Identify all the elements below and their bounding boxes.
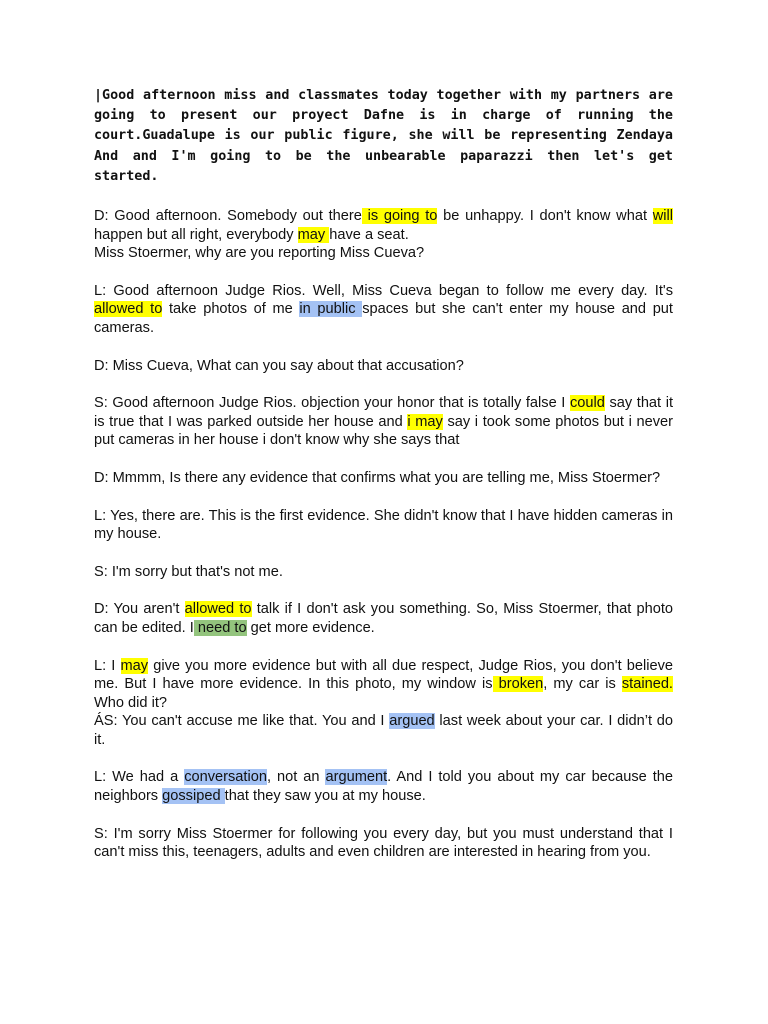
text-segment: L: Yes, there are. This is the first evidence. She didn't know that I have hidden cameras in my house. xyxy=(94,507,673,543)
dialogue-paragraph xyxy=(94,507,673,544)
dialogue-paragraph xyxy=(94,563,673,582)
dialogue-line xyxy=(94,282,673,338)
highlighted-phrase: gossiped xyxy=(162,788,225,805)
dialogue-line xyxy=(94,469,673,488)
text-segment: D: Mmmm, Is there any evidence that confirms what you are telling me, Miss Stoermer? xyxy=(94,469,661,486)
text-segment: L: I xyxy=(94,657,121,674)
highlighted-phrase: allowed to xyxy=(94,301,163,318)
highlighted-phrase: conversation xyxy=(184,769,267,786)
dialogue-line xyxy=(94,207,673,244)
dialogue-line xyxy=(94,768,673,805)
text-segment: L: Good afternoon Judge Rios. Well, Miss Cueva began to follow me every day. It's xyxy=(94,282,673,299)
text-segment: have a seat. xyxy=(329,226,409,243)
text-segment: give you more evidence but with all due respect, Judge Rios, you don't believe me. But I have more evidence. In this photo, my window is xyxy=(94,657,673,693)
text-segment: ÁS: You can't accuse me like that. You and I xyxy=(94,713,390,730)
text-segment: D: Miss Cueva, What can you say about that accusation? xyxy=(94,357,464,374)
highlighted-phrase: is going to xyxy=(361,208,438,225)
highlighted-phrase: may xyxy=(120,657,149,674)
dialogue-paragraph xyxy=(94,394,673,450)
dialogue-body xyxy=(94,207,673,862)
intro-paragraph: |Good afternoon miss and classmates today together with my partners are going to present our proyect Dafne is in charge of running the court.Guadalupe is our public figure, she will be representing Zendaya And and I'm going to be the unbearable paparazzi then let's get started. xyxy=(94,88,673,184)
text-segment: . And I told you about my car because the neighbors xyxy=(94,769,674,805)
text-segment: happen but all right, everybody xyxy=(94,226,298,243)
text-segment: spaces but she can't enter my house and put cameras. xyxy=(94,301,673,336)
dialogue-paragraph xyxy=(94,282,673,338)
dialogue-paragraph xyxy=(94,357,673,376)
highlighted-phrase: could xyxy=(569,395,605,412)
text-segment: S: Good afternoon Judge Rios. objection your honor that is totally false I xyxy=(94,395,570,412)
dialogue-line xyxy=(94,563,673,582)
dialogue-paragraph xyxy=(94,207,673,263)
highlighted-phrase: stained. xyxy=(621,676,673,693)
dialogue-paragraph xyxy=(94,825,673,862)
dialogue-line xyxy=(94,507,673,544)
dialogue-paragraph xyxy=(94,600,673,637)
text-segment: say i took some photos but i never put cameras in her house i don't know why she says that xyxy=(94,413,674,449)
dialogue-line xyxy=(94,712,673,749)
dialogue-paragraph xyxy=(94,469,673,488)
dialogue-line xyxy=(94,244,673,263)
highlighted-phrase: argued xyxy=(389,713,435,730)
dialogue-paragraph xyxy=(94,768,673,805)
highlighted-phrase: may xyxy=(297,226,330,243)
dialogue-line xyxy=(94,657,673,713)
text-segment: S: I'm sorry but that's not me. xyxy=(94,563,283,580)
dialogue-line xyxy=(94,600,673,637)
highlighted-phrase: argument xyxy=(325,769,388,786)
text-segment: get more evidence. xyxy=(246,619,375,636)
text-segment: , my car is xyxy=(543,676,622,693)
text-segment: talk if I don't ask you something. So, Miss Stoermer, that photo can be edited. I xyxy=(94,601,673,636)
text-segment: that they saw you at my house. xyxy=(224,788,426,805)
highlighted-phrase: in public xyxy=(299,301,363,318)
text-segment: D: You aren't xyxy=(94,601,185,618)
text-segment: be unhappy. I don't know what xyxy=(437,208,653,225)
text-segment: , not an xyxy=(266,769,326,786)
highlighted-phrase: allowed to xyxy=(184,601,252,618)
highlighted-phrase: will xyxy=(652,208,673,225)
document-page xyxy=(94,86,673,881)
text-segment: Miss Stoermer, why are you reporting Miss Cueva? xyxy=(94,245,425,262)
text-segment: D: Good afternoon. Somebody out there xyxy=(94,208,362,225)
highlighted-phrase: i may xyxy=(407,413,443,430)
dialogue-line xyxy=(94,357,673,376)
highlighted-phrase: broken xyxy=(492,676,544,693)
text-segment: S: I'm sorry Miss Stoermer for following you every day, but you must understand that I can't miss this, teenagers, adults and even children are interested in hearing from you. xyxy=(94,825,673,861)
text-segment: Who did it? xyxy=(94,694,168,711)
text-segment: L: We had a xyxy=(94,769,185,786)
dialogue-line xyxy=(94,825,673,862)
dialogue-line xyxy=(94,394,673,450)
text-segment: last week about your car. I didn’t do it. xyxy=(94,713,673,748)
dialogue-paragraph xyxy=(94,657,673,750)
text-segment: take photos of me xyxy=(162,301,300,318)
highlighted-phrase: need to xyxy=(193,619,247,636)
text-segment: say that it is true that I was parked outside her house and xyxy=(94,395,674,430)
